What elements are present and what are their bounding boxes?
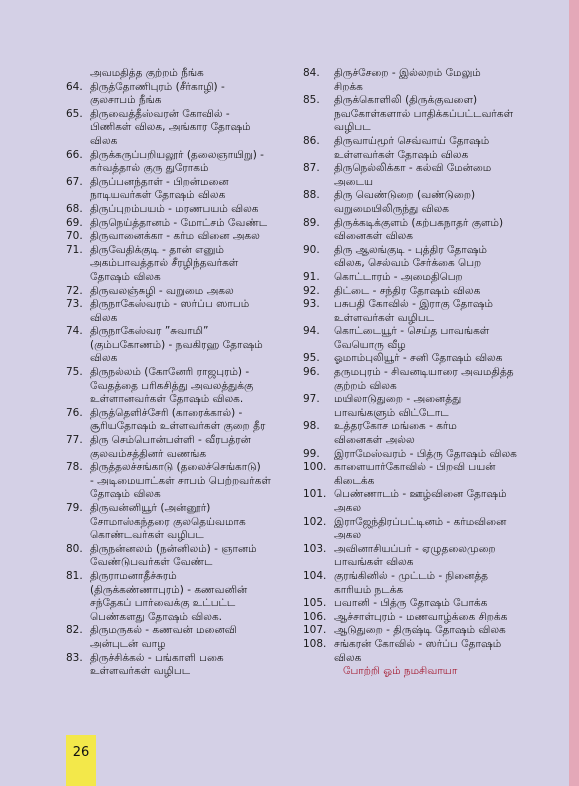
list-item — [303, 420, 558, 447]
list-item — [303, 638, 558, 665]
item-number: 100. — [303, 461, 327, 474]
item-text: உத்தரகோச மங்கை - கர்ம வினைகள் அல்ல — [334, 420, 457, 447]
item-number: 66. — [66, 148, 83, 161]
list-item — [66, 543, 288, 570]
list-item — [303, 217, 558, 244]
item-text: திருநெய்த்தானம் - மோட்சம் வேண்ட — [90, 216, 268, 229]
item-number: 104. — [303, 569, 327, 582]
list-item — [303, 285, 558, 299]
list-item — [66, 461, 288, 502]
item-number: 91. — [303, 270, 320, 283]
list-item — [303, 516, 558, 543]
list-item — [66, 244, 288, 285]
list-item — [66, 217, 288, 231]
list-item — [66, 325, 288, 366]
item-text: திட்டை - சந்திர தோஷம் விலக — [334, 284, 481, 297]
list-item — [303, 611, 558, 625]
item-text: ஓமாம்புலியூர் - சனி தோஷம் விலக — [334, 352, 503, 365]
item-text: ஆச்சாள்புரம் - மணவாழ்க்கை சிறக்க — [334, 610, 508, 623]
list-item — [303, 366, 558, 393]
item-text: திரு ஆலங்குடி - புத்திர தோஷம் விலக, செல்வம் சேர்க்கை பெற — [334, 243, 487, 270]
item-number: 95. — [303, 352, 320, 365]
list-item — [303, 298, 558, 325]
item-number: 92. — [303, 284, 320, 297]
list-item — [303, 543, 558, 570]
item-text: அவினாசியப்பர் - ஏழுதலைமுறை பாவங்கள் விலக — [334, 542, 496, 569]
item-text: திருக்கடிக்குளம் (கற்பகநாதர் குளம்) வினைகள் விலக — [334, 216, 504, 243]
list-item — [66, 203, 288, 217]
list-item — [66, 407, 288, 434]
item-text: திருத்தோணிபுரம் (சீர்காழி) - குலசாபம் நீங்க — [90, 80, 225, 107]
item-number: 99. — [303, 447, 320, 460]
list-item — [66, 366, 288, 407]
item-text: திரு செம்பொன்பள்ளி - வீரபத்ரன் குலவம்சத்தினர் வணங்க — [90, 434, 251, 460]
item-text: இராஜேந்திரப்பட்டினம் - கர்மவினை அகல — [334, 515, 507, 542]
item-number: 65. — [66, 107, 83, 120]
item-text: திருவாய்மூர் செவ்வாய் தோஷம் உள்ளவர்கள் தோஷம் விலக — [334, 134, 490, 161]
item-text: இராமேஸ்வரம் - பித்ரு தோஷம் விலக — [334, 447, 517, 460]
item-number: 76. — [66, 406, 83, 419]
closing-line: போற்றி ஓம் நமசிவாயா — [343, 665, 458, 678]
item-text: திருநாகேஸ்வர ”சுவாமி” (கும்பகோணம்) - நவகிரஹ தோஷம் விலக — [90, 325, 263, 365]
item-number: 89. — [303, 216, 320, 229]
item-number: 98. — [303, 420, 320, 433]
left-column — [66, 67, 288, 679]
item-number: 101. — [303, 488, 327, 501]
item-text: திருராமனாதீச்சுரம் (திருக்கண்ணாபுரம்) - கணவனின் சந்தேகப் பார்வைக்கு உட்பட்ட பெண்களது தோஷம் விலக. — [90, 569, 248, 623]
item-text: கொட்டாரம் - அமைதிபெற — [334, 270, 463, 283]
item-text: திருவைத்தீஸ்வரன் கோவில் - பிணிகள் விலக, அங்கார தோஷம் விலக — [90, 107, 251, 147]
item-text: திருமருகல் - கணவன் மனைவி அன்புடன் வாழ — [90, 624, 237, 650]
item-number: 103. — [303, 542, 327, 555]
item-text: பசுபதி கோவில் - இராகு தோஷம் உள்ளவர்கள் வழிபட — [334, 298, 493, 324]
right-list — [303, 67, 558, 665]
item-text: திருநாகேஸ்வரம் - ஸர்ப்ப ஸாபம் விலக — [90, 298, 250, 324]
list-item — [303, 325, 558, 352]
list-item — [66, 570, 288, 624]
item-number: 108. — [303, 637, 327, 650]
list-item — [303, 162, 558, 189]
item-text: திருநல்லம் (கோனேரி ராஜபுரம்) - வேதத்தை பரிகசித்து அவலத்துக்கு உள்ளானவர்கள் தோஷம் விலக. — [90, 366, 254, 406]
list-item — [303, 94, 558, 135]
list-item — [303, 352, 558, 366]
item-text: மயிலாடுதுறை - அனைத்து பாவங்களும் விட்டோட — [334, 393, 462, 419]
list-item — [303, 448, 558, 462]
list-item — [303, 67, 558, 94]
item-number: 73. — [66, 298, 83, 311]
item-text: திருநெல்லிக்கா - கல்வி மேன்மை அடைய — [334, 162, 492, 188]
item-number: 79. — [66, 502, 83, 514]
page-number-box — [66, 735, 96, 786]
list-item — [303, 271, 558, 285]
item-number: 64. — [66, 80, 83, 93]
right-column — [303, 67, 558, 679]
item-number: 81. — [66, 569, 83, 582]
list-item — [303, 570, 558, 597]
list-item — [303, 189, 558, 216]
item-number: 74. — [66, 325, 83, 338]
item-number: 80. — [66, 542, 83, 555]
item-number: 72. — [66, 284, 83, 297]
item-text: தருமபுரம் - சிவனடியாரை அவமதித்த குற்றம் விலக — [334, 366, 514, 392]
item-text: திருவானைக்கா - கர்ம வினை அகல — [90, 230, 260, 243]
list-item — [303, 244, 558, 271]
item-number: 78. — [66, 461, 83, 474]
item-number: 106. — [303, 610, 327, 623]
item-number: 83. — [66, 651, 83, 664]
list-item — [66, 149, 288, 176]
item-number: 96. — [303, 366, 320, 379]
item-number: 105. — [303, 597, 327, 610]
item-text: பெண்ணாடம் - ஊழ்வினை தோஷம் அகல — [334, 488, 507, 514]
item-number: 85. — [303, 94, 320, 107]
list-item — [303, 624, 558, 638]
list-item — [66, 298, 288, 325]
item-text: திருவலஞ்சுழி - வறுமை அகல — [90, 284, 234, 297]
item-number: 97. — [303, 393, 320, 406]
list-item — [66, 652, 288, 679]
list-item — [66, 81, 288, 108]
item-number: 102. — [303, 515, 327, 528]
item-text: திருக்கொளிலி (திருக்குவளை) நவகோள்களால் பாதிக்கப்பட்டவர்கள் வழிபட — [334, 94, 514, 134]
left-list — [66, 81, 288, 679]
item-number: 68. — [66, 202, 83, 215]
item-text: பவானி - பித்ரு தோஷம் போக்க — [334, 597, 488, 610]
item-text: திருநன்னலம் (நன்னிலம்) - ஞானம் வேண்டுபவர்கள் வேண்ட — [90, 542, 257, 569]
item-number: 82. — [66, 624, 83, 637]
item-text: குரங்கினில் - முட்டம் - நினைத்த காரியம் நடக்க — [334, 569, 489, 596]
item-text: திருப்புறம்பயம் - மரணபயம் விலக — [90, 202, 259, 215]
list-item — [303, 597, 558, 611]
item-text: திருச்சிக்கல் - பங்காளி பகை உள்ளவர்கள் வழிபட — [90, 651, 224, 678]
list-item — [66, 108, 288, 149]
page-number: 26 — [72, 745, 90, 760]
item-number: 88. — [303, 189, 320, 202]
item-text: கொட்டையூர் - செய்த பாவங்கள் வேயொரு வீழ — [334, 325, 490, 351]
item-text: சங்கரன் கோவில் - ஸர்ப்ப தோஷம் விலக — [334, 637, 502, 664]
list-item — [66, 230, 288, 244]
item-text: திருவேதிக்குடி - தான் எனும் அகம்பாவத்தால் சீரழிந்தவர்கள் தோஷம் விலக — [90, 243, 239, 283]
list-item — [66, 176, 288, 203]
item-number: 69. — [66, 216, 83, 229]
item-number: 77. — [66, 434, 83, 447]
item-text: திரு வெண்டுறை (வண்டுறை) வறுமையிலிருந்து விலக — [334, 189, 476, 215]
item-text: திருச்சேறை - இல்லறம் மேலும் சிறக்க — [334, 67, 481, 93]
item-text: திருக்கருப்பறியலூர் (தலைஞாயிறு) - கர்வத்தால் குரு துரோகம் — [90, 148, 264, 175]
page-edge-strip — [569, 0, 579, 786]
list-item — [66, 285, 288, 299]
item-number: 107. — [303, 624, 327, 637]
item-text: காளையார்கோவில் - பிறவி பயன் கிடைக்க — [334, 461, 496, 487]
item-number: 67. — [66, 175, 83, 188]
left-lead-line: அவமதித்த குற்றம் நீங்க — [90, 67, 204, 79]
item-number: 90. — [303, 243, 320, 256]
item-number: 94. — [303, 325, 320, 338]
item-number: 86. — [303, 134, 320, 147]
item-text: ஆடுதுறை - திருஷ்டி தோஷம் விலக — [334, 624, 506, 637]
list-item — [66, 624, 288, 651]
item-text: திருத்தலச்சங்காடு (தலைச்செங்காடு) - அடிமையாட்கள் சாபம் பெற்றவர்கள் தோஷம் விலக — [90, 461, 271, 501]
item-number: 70. — [66, 230, 83, 243]
item-number: 71. — [66, 243, 83, 256]
list-item — [303, 461, 558, 488]
item-number: 84. — [303, 67, 320, 79]
item-text: திருவன்னியூர் (அன்னூர்) சோமாஸ்கந்தரை குலதெய்வமாக கொண்டவர்கள் வழிபட — [90, 502, 246, 542]
item-number: 75. — [66, 366, 83, 379]
item-text: திருப்பனந்தாள் - பிறன்மனை நாடியவர்கள் தோஷம் விலக — [90, 175, 229, 202]
list-item — [66, 502, 288, 543]
item-number: 87. — [303, 162, 320, 175]
item-text: திருத்தெளிச்சேரி (காரைக்கால்) - சூரியதோஷம் உள்ளவர்கள் குறை தீர — [90, 406, 266, 433]
list-item — [66, 434, 288, 461]
item-number: 93. — [303, 298, 320, 311]
list-item — [303, 488, 558, 515]
list-item — [303, 135, 558, 162]
list-item — [303, 393, 558, 420]
